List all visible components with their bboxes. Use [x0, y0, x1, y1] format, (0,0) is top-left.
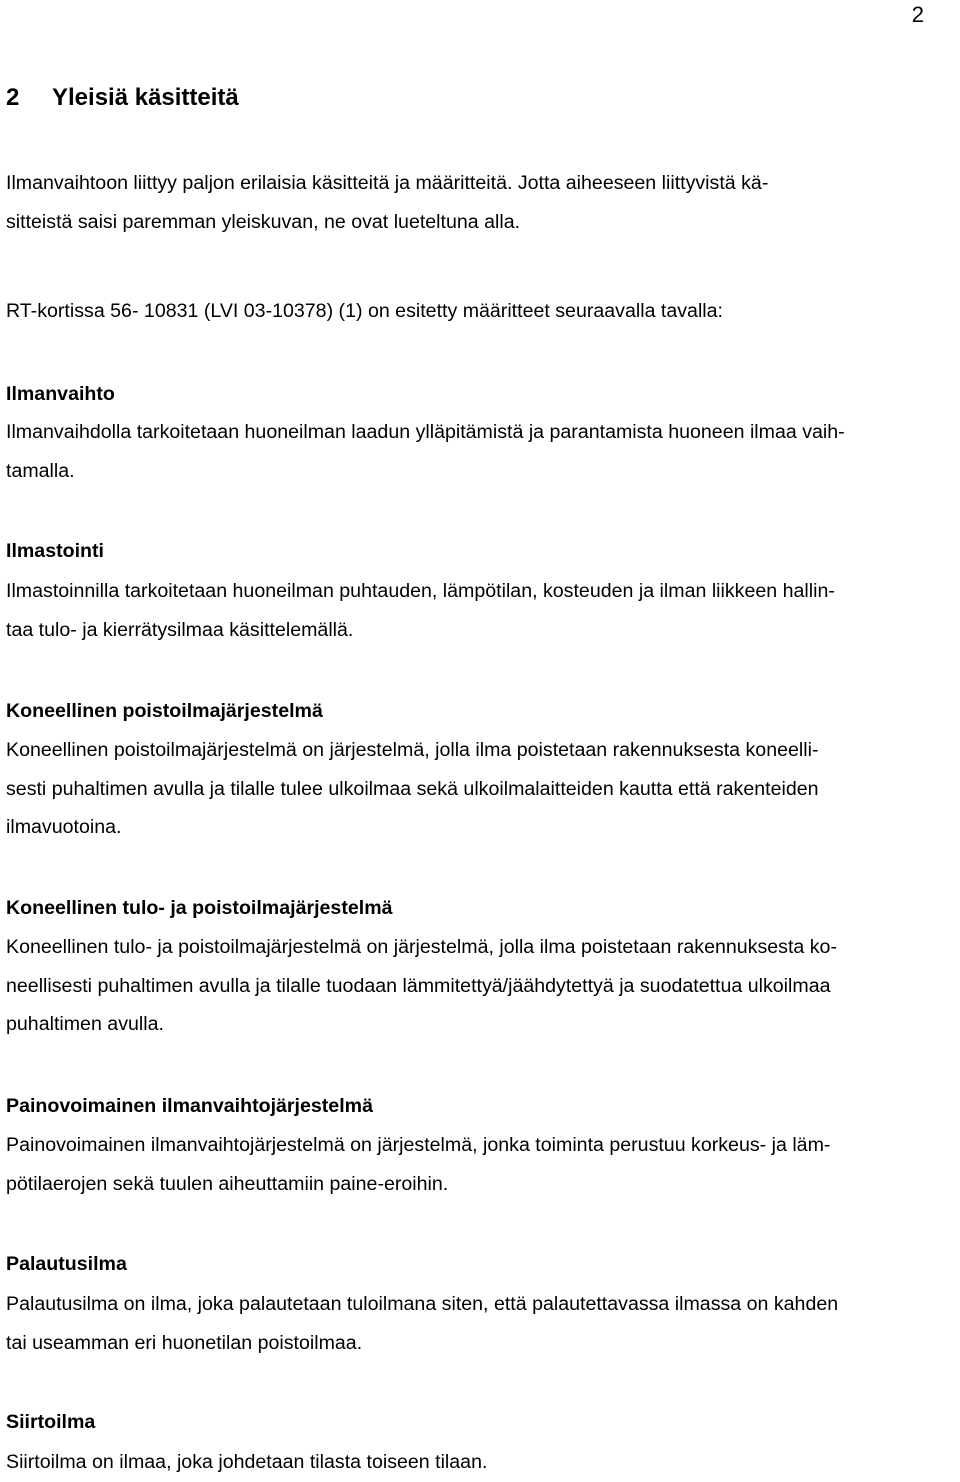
- text-line: ilmavuotoina.: [6, 816, 122, 838]
- text-line: neellisesti puhaltimen avulla ja tilalle tuodaan lämmitettyä/jäähdytettyä ja suodatettua ulkoilmaa: [6, 974, 831, 997]
- text-line: tai useamman eri huonetilan poistoilmaa.: [6, 1331, 363, 1354]
- section-heading: [6, 82, 239, 114]
- text-line: Ilmanvaihdolla tarkoitetaan huoneilman laadun ylläpitämistä ja parantamista huoneen ilmaa vaih-: [6, 421, 845, 443]
- definition-term-ilmanvaihto: Ilmanvaihto: [6, 383, 115, 405]
- text-line: RT-kortissa 56- 10831 (LVI 03-10378) (1) on esitetty määritteet seuraavalla tavalla:: [6, 300, 723, 322]
- text-line: sesti puhaltimen avulla ja tilalle tulee ulkoilmaa sekä ulkoilmalaitteiden kautta että rakenteiden: [6, 777, 819, 800]
- definition-text-palautusilma: [6, 1285, 956, 1362]
- page-number: 2: [911, 2, 924, 27]
- text-line: Ilmanvaihtoon liittyy paljon erilaisia käsitteitä ja määritteitä. Jotta aiheeseen liittyvistä kä-: [6, 172, 769, 194]
- source-note: [6, 292, 956, 331]
- definition-text-ilmastointi: [6, 572, 956, 649]
- definition-text-koneellinen-poistoilmajarjestelma: [6, 731, 956, 847]
- definition-term-palautusilma: Palautusilma: [6, 1253, 127, 1275]
- definition-text-ilmanvaihto: [6, 413, 956, 490]
- text-line: tamalla.: [6, 459, 75, 482]
- text-line: sitteistä saisi paremman yleiskuvan, ne ovat lueteltuna alla.: [6, 210, 521, 233]
- text-line: puhaltimen avulla.: [6, 1013, 164, 1035]
- text-line: Koneellinen poistoilmajärjestelmä on järjestelmä, jolla ilma poistetaan rakennuksesta koneelli-: [6, 739, 819, 761]
- definition-term-koneellinen-poistoilmajarjestelma: Koneellinen poistoilmajärjestelmä: [6, 700, 323, 722]
- text-line: pötilaerojen sekä tuulen aiheuttamiin paine-eroihin.: [6, 1172, 449, 1195]
- definition-term-ilmastointi: Ilmastointi: [6, 540, 104, 562]
- definition-text-painovoimainen-ilmanvaihtojarjestelma: [6, 1126, 956, 1203]
- definition-text-koneellinen-tulo-ja-poistoilmajarjestelma: [6, 928, 956, 1044]
- definition-term-painovoimainen-ilmanvaihtojarjestelma: Painovoimainen ilmanvaihtojärjestelmä: [6, 1095, 373, 1117]
- section-number: 2: [6, 84, 20, 111]
- intro-paragraph: [6, 164, 956, 241]
- definition-text-siirtoilma: [6, 1443, 956, 1482]
- definition-term-siirtoilma: Siirtoilma: [6, 1411, 96, 1433]
- text-line: Ilmastoinnilla tarkoitetaan huoneilman puhtauden, lämpötilan, kosteuden ja ilman liikkeen hallin-: [6, 580, 835, 602]
- text-line: taa tulo- ja kierrätysilmaa käsittelemällä.: [6, 618, 354, 641]
- definition-term-koneellinen-tulo-ja-poistoilmajarjestelma: Koneellinen tulo- ja poistoilmajärjestelmä: [6, 897, 393, 919]
- section-title: Yleisiä käsitteitä: [52, 84, 239, 111]
- text-line: Palautusilma on ilma, joka palautetaan tuloilmana siten, että palautettavassa ilmassa on kahden: [6, 1293, 839, 1315]
- text-line: Koneellinen tulo- ja poistoilmajärjestelmä on järjestelmä, jolla ilma poistetaan rakennuksesta ko-: [6, 936, 837, 958]
- text-line: Siirtoilma on ilmaa, joka johdetaan tilasta toiseen tilaan.: [6, 1451, 488, 1473]
- text-line: Painovoimainen ilmanvaihtojärjestelmä on järjestelmä, jonka toiminta perustuu korkeus- ja läm-: [6, 1134, 831, 1156]
